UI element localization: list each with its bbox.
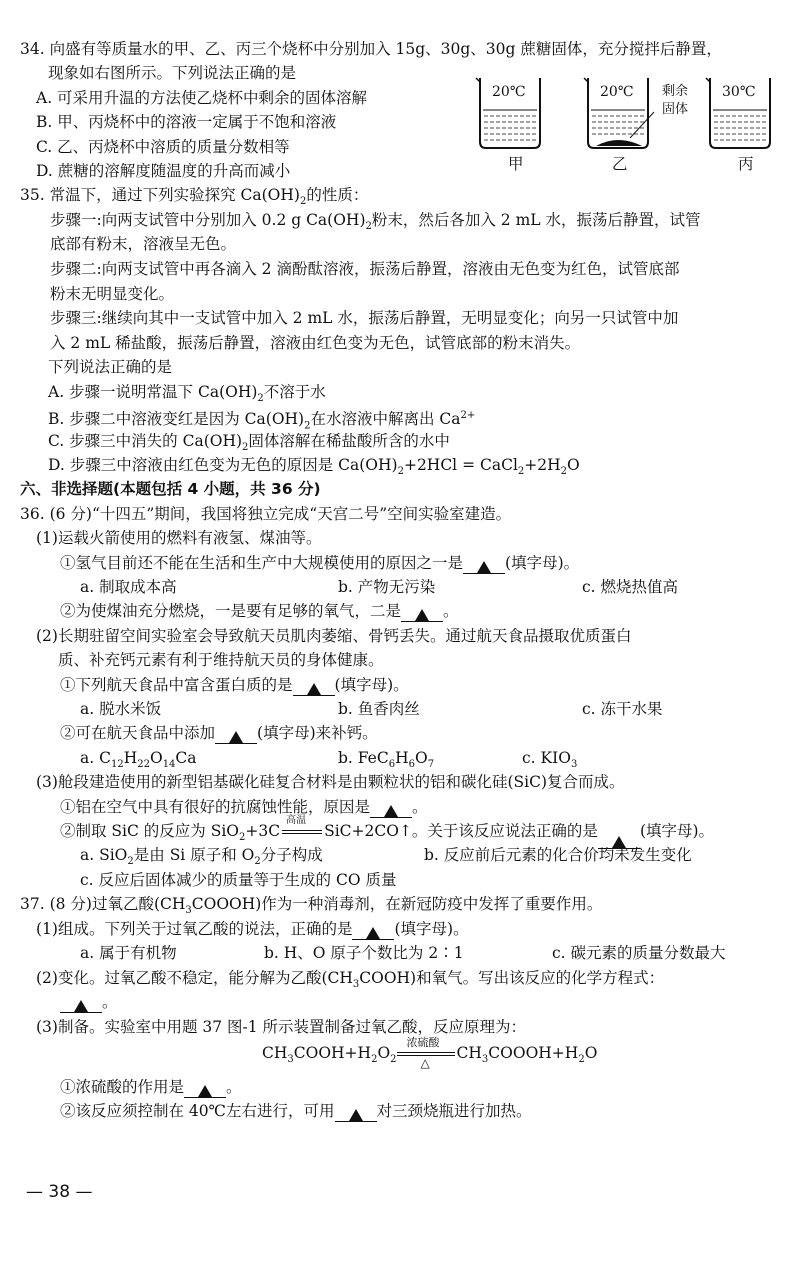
blank-triangle-icon bbox=[366, 927, 380, 939]
blank-triangle-icon bbox=[74, 1000, 88, 1012]
q36-part1-opt-b: b. 产物无污染 bbox=[338, 578, 436, 596]
q36-part2-line1: (2)长期驻留空间实验室会导致航天员肌肉萎缩、骨钙丢失。通过航天食品摄取优质蛋白 bbox=[36, 627, 632, 645]
q37-part1-opt-b: b. H、O 原子个数比为 2∶1 bbox=[264, 944, 464, 962]
q36-part3-opt-a: a. SiO$_2$是由 Si 原子和 $O_2$分子构成 bbox=[80, 846, 323, 868]
residue-label-1: 剩余 bbox=[662, 84, 689, 99]
q35-step1-line2: 底部有粉末，溶液呈无色。 bbox=[50, 235, 237, 253]
q36-part3-opt-b: b. 反应前后元素的化合价均未发生变化 bbox=[424, 846, 692, 864]
beaker-jia-temp: 20℃ bbox=[492, 84, 526, 100]
q35-stem: 35. 常温下，通过下列实验探究 $Ca(OH)_2$的性质： bbox=[20, 186, 369, 208]
q37-part1: (1)组成。下列关于过氧乙酸的说法，正确的是 (填字母)。 bbox=[36, 920, 469, 938]
q37-part1-opt-c: c. 碳元素的质量分数最大 bbox=[552, 944, 726, 962]
q36-part2-formula-b: b. $FeC_6H_6O_7$ bbox=[338, 749, 435, 771]
beaker-jia-label: 甲 bbox=[508, 155, 524, 173]
q36-part1-opt-c: c. 燃烧热值高 bbox=[582, 578, 679, 596]
q36-part2-ii: ②可在航天食品中添加 (填字母)来补钙。 bbox=[60, 724, 378, 742]
q37-part3: (3)制备。实验室中用题 37 图-1 所示装置制备过氧乙酸，反应原理为： bbox=[36, 1018, 527, 1036]
q34-stem-line2: 现象如右图所示。下列说法正确的是 bbox=[48, 64, 297, 82]
answer-blank[interactable] bbox=[60, 996, 102, 1013]
q34-stem-line1: 34. 向盛有等质量水的甲、乙、丙三个烧杯中分别加入 15g、30g、30g 蔗糖固体，充分搅拌后静置， bbox=[20, 40, 722, 58]
blank-triangle-icon bbox=[307, 683, 321, 695]
answer-blank[interactable] bbox=[401, 605, 443, 622]
blank-triangle-icon bbox=[229, 731, 243, 743]
q36-part3-ii: ②制取 SiC 的反应为 SiO$_2$+3C 高温 SiC+2CO↑。关于该反应说法正确的是 (填字母)。 bbox=[60, 820, 714, 849]
q35-ask: 下列说法正确的是 bbox=[48, 358, 173, 376]
q36-stem: 36. (6 分)“十四五”期间，我国将独立完成“天宫二号”空间实验室建造。 bbox=[20, 505, 512, 523]
beaker-bing-label: 丙 bbox=[738, 155, 754, 173]
q36-part2-formula-c: c. $KIO_3$ bbox=[522, 749, 578, 771]
blank-triangle-icon bbox=[384, 805, 398, 817]
q36-part3-opt-c: c. 反应后固体减少的质量等于生成的 CO 质量 bbox=[80, 871, 397, 889]
reaction-condition: 高温 bbox=[280, 820, 324, 842]
q37-stem: 37. (8 分)过氧乙酸$(CH_3COOOH)$作为一种消毒剂，在新冠防疫中发挥了重要作用。 bbox=[20, 895, 603, 917]
answer-blank[interactable] bbox=[463, 557, 505, 574]
q36-part2-formula-a: a. $C_{12}H_{22}O_{14}Ca$ bbox=[80, 749, 197, 771]
q35-option-a: A. 步骤一说明常温下 $Ca(OH)_2$不溶于水 bbox=[48, 383, 326, 405]
q34-option-a: A. 可采用升温的方法使乙烧杯中剩余的固体溶解 bbox=[36, 89, 368, 107]
answer-blank[interactable] bbox=[293, 679, 335, 696]
q35-step2-line1: 步骤二:向两支试管中再各滴入 2 滴酚酞溶液，振荡后静置，溶液由无色变为红色，试管底部 bbox=[50, 260, 680, 278]
q35-step3-line2: 入 2 mL 稀盐酸，振荡后静置，溶液由红色变为无色，试管底部的粉末消失。 bbox=[50, 334, 581, 352]
beaker-bing-temp: 30℃ bbox=[722, 84, 756, 100]
answer-blank[interactable] bbox=[352, 923, 394, 940]
blank-triangle-icon bbox=[477, 561, 491, 573]
answer-blank[interactable] bbox=[215, 727, 257, 744]
answer-blank[interactable] bbox=[370, 801, 412, 818]
beaker-yi-temp: 20℃ bbox=[600, 84, 634, 100]
q35-option-c: C. 步骤三中消失的 $Ca(OH)_2$固体溶解在稀盐酸所含的水中 bbox=[48, 432, 450, 454]
blank-triangle-icon bbox=[198, 1085, 212, 1097]
page-number: — 38 — bbox=[26, 1182, 93, 1202]
q37-part2-line2: 。 bbox=[60, 991, 118, 1013]
q35-step3-line1: 步骤三:继续向其中一支试管中加入 2 mL 水，振荡后静置，无明显变化；向另一只试管中加 bbox=[50, 309, 679, 327]
q37-equation: $CH_3COOH+H_2O_2$ 浓硫酸 △ $CH_3COOOH+H_2O$ bbox=[262, 1036, 598, 1070]
residue-solid bbox=[596, 140, 642, 146]
q35-option-d: D. 步骤三中溶液由红色变为无色的原因是 $Ca(OH)_2+2HCl$ = $CaCl_2+2H_2O$ bbox=[48, 456, 580, 478]
q37-part3-i: ①浓硫酸的作用是 。 bbox=[60, 1078, 242, 1096]
equation-condition: 浓硫酸 △ bbox=[397, 1052, 457, 1056]
q36-part2-opt-a: a. 脱水米饭 bbox=[80, 700, 162, 718]
q37-part1-opt-a: a. 属于有机物 bbox=[80, 944, 177, 962]
residue-label-2: 固体 bbox=[662, 102, 689, 117]
q36-part3: (3)舱段建造使用的新型铝基碳化硅复合材料是由颗粒状的铝和碳化硅(SiC)复合而成。 bbox=[36, 773, 625, 791]
q35-option-b: B. 步骤二中溶液变红是因为 $Ca(OH)_2$在水溶液中解离出 $Ca^{2+}$ bbox=[48, 410, 476, 432]
blank-triangle-icon bbox=[349, 1109, 363, 1121]
q37-part2-line1: (2)变化。过氧乙酸不稳定，能分解为乙酸$(CH_3COOH)$和氧气。写出该反应的化学方程式： bbox=[36, 969, 665, 991]
beaker-yi-label: 乙 bbox=[612, 155, 628, 173]
q36-part1: (1)运载火箭使用的燃料有液氢、煤油等。 bbox=[36, 529, 322, 547]
q34-option-b: B. 甲、丙烧杯中的溶液一定属于不饱和溶液 bbox=[36, 113, 337, 131]
q36-part1-opt-a: a. 制取成本高 bbox=[80, 578, 177, 596]
q36-part1-i: ①氢气目前还不能在生活和生产中大规模使用的原因之一是 (填字母)。 bbox=[60, 554, 580, 572]
q36-part2-opt-b: b. 鱼香肉丝 bbox=[338, 700, 420, 718]
q35-step2-line2: 粉末无明显变化。 bbox=[50, 285, 175, 303]
q34-option-c: C. 乙、丙烧杯中溶质的质量分数相等 bbox=[36, 138, 290, 156]
answer-blank[interactable] bbox=[184, 1081, 226, 1098]
q36-part2-opt-c: c. 冻干水果 bbox=[582, 700, 663, 718]
q35-step1-line1: 步骤一:向两支试管中分别加入 0.2 g $Ca(OH)_2$粉末，然后各加入 2 mL 水，振荡后静置，试管 bbox=[50, 211, 701, 233]
q36-part2-line2: 质、补充钙元素有利于维持航天员的身体健康。 bbox=[58, 651, 384, 669]
q37-part3-ii: ②该反应须控制在 40℃左右进行，可用 对三颈烧瓶进行加热。 bbox=[60, 1102, 532, 1120]
q34-option-d: D. 蔗糖的溶解度随温度的升高而减小 bbox=[36, 162, 291, 180]
blank-triangle-icon bbox=[415, 609, 429, 621]
q36-part3-i: ①铝在空气中具有很好的抗腐蚀性能，原因是 。 bbox=[60, 798, 428, 816]
q36-part2-i: ①下列航天食品中富含蛋白质的是 (填字母)。 bbox=[60, 676, 409, 694]
section-6-heading: 六、非选择题(本题包括 4 小题，共 36 分) bbox=[20, 480, 321, 498]
q36-part1-ii: ②为使煤油充分燃烧，一是要有足够的氧气，二是 。 bbox=[60, 602, 459, 620]
answer-blank[interactable] bbox=[335, 1105, 377, 1122]
